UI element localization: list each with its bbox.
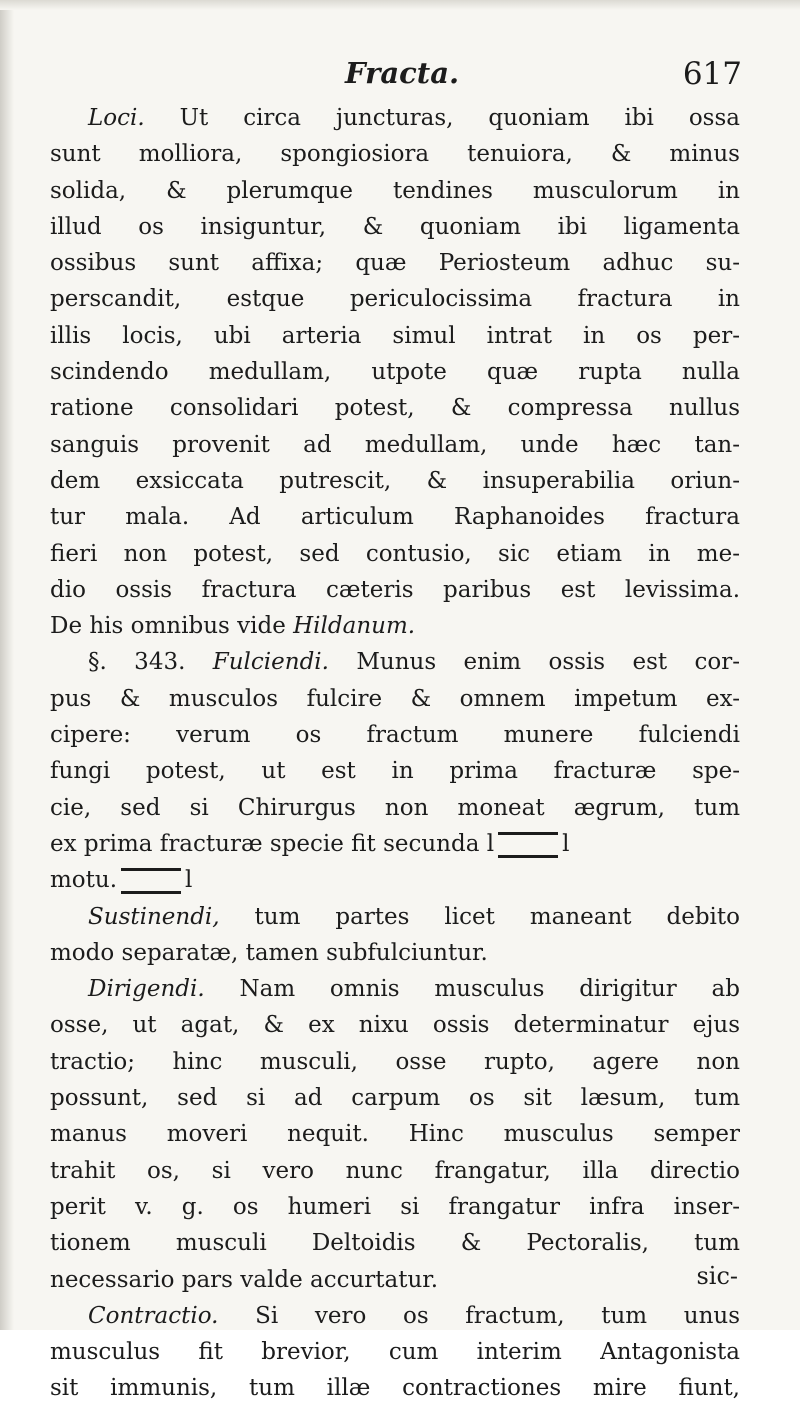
page-number: 617: [682, 56, 742, 92]
catchword: sic-: [696, 1262, 738, 1290]
text-line-33: [50, 1262, 740, 1298]
text-line-22: [50, 862, 740, 898]
line-text: sanguis provenit ad medullam, unde hæc tan-: [50, 431, 740, 458]
page-edge-shadow-left: [0, 0, 14, 1330]
text-line-5: [50, 245, 740, 281]
line-text: Munus enim ossis est cor-: [328, 649, 740, 676]
text-line-3: [50, 173, 740, 209]
text-line-16: [50, 644, 740, 680]
author-reference: Hildanum.: [293, 613, 416, 640]
line-text: perit v. g. os humeri si frangatur infra inser-: [50, 1193, 740, 1220]
line-text: manus moveri nequit. Hinc musculus semper: [50, 1121, 740, 1148]
line-text: possunt, sed si ad carpum os sit læsum, tum: [50, 1085, 740, 1112]
line-text: De his omnibus vide: [50, 613, 294, 640]
text-line-14: [50, 572, 740, 608]
body-text: [50, 100, 740, 1407]
line-text: cie, sed si Chirurgus non moneat ægrum, tum: [50, 794, 740, 821]
text-line-26: [50, 1007, 740, 1043]
page-header: [0, 56, 800, 100]
text-line-31: [50, 1189, 740, 1225]
line-text: sunt molliora, spongiosiora tenuiora, & minus: [50, 141, 740, 168]
text-line-29: [50, 1116, 740, 1152]
line-text: pus & musculos fulcire & omnem impetum ex-: [50, 685, 740, 712]
text-line-27: [50, 1044, 740, 1080]
line-text: ex prima fracturæ specie fit secunda l: [50, 830, 495, 857]
line-text: trahit os, si vero nunc frangatur, illa directio: [50, 1157, 740, 1184]
line-text: dio ossis fractura cæteris paribus est levissima.: [50, 576, 740, 603]
bracket-figure: [121, 868, 181, 894]
running-head: Fracta.: [345, 56, 460, 90]
text-line-2: [50, 136, 740, 172]
text-line-28: [50, 1080, 740, 1116]
line-text: necessario pars valde accurtatur.: [50, 1266, 439, 1293]
line-text: Ut circa juncturas, quoniam ibi ossa: [144, 105, 740, 131]
section-heading-loci: Loci.: [88, 105, 145, 131]
text-line-11: [50, 463, 740, 499]
line-text: l: [185, 867, 193, 894]
line-text: dem exsiccata putrescit, & insuperabilia oriun-: [50, 467, 740, 494]
line-text: illis locis, ubi arteria simul intrat in os per-: [50, 322, 740, 349]
text-line-10: [50, 427, 740, 463]
text-line-34: [50, 1298, 740, 1334]
text-line-20: [50, 790, 740, 826]
text-line-9: [50, 390, 740, 426]
text-line-18: [50, 717, 740, 753]
line-text: tractio; hinc musculi, osse rupto, agere non: [50, 1048, 740, 1075]
line-text: scindendo medullam, utpote quæ rupta nulla: [50, 359, 740, 386]
text-line-23: [50, 899, 740, 935]
line-text: cipere: verum os fractum munere fulciendi: [50, 722, 740, 749]
line-text: Nam omnis musculus dirigitur ab: [204, 976, 740, 1003]
section-heading-sustinendi: Sustinendi,: [88, 903, 220, 930]
text-line-4: [50, 209, 740, 245]
text-line-25: [50, 971, 740, 1007]
line-text: musculus fit brevior, cum interim Antagonista: [50, 1339, 740, 1366]
line-text: tur mala. Ad articulum Raphanoides fractura: [50, 504, 740, 531]
text-line-24: [50, 935, 740, 971]
text-line-6: [50, 281, 740, 317]
line-text: tionem musculi Deltoidis & Pectoralis, tum: [50, 1230, 740, 1257]
line-text: l: [562, 830, 570, 857]
line-text: ratione consolidari potest, & compressa nullus: [50, 395, 740, 422]
text-line-36: [50, 1370, 740, 1406]
text-line-7: [50, 318, 740, 354]
line-text: solida, & plerumque tendines musculorum in: [50, 177, 740, 204]
text-line-17: [50, 681, 740, 717]
section-heading-contractio: Contractio.: [88, 1302, 219, 1329]
text-line-35: [50, 1334, 740, 1370]
line-text: fieri non potest, sed contusio, sic etiam in me-: [50, 540, 740, 567]
text-line-21: [50, 826, 740, 862]
text-line-13: [50, 536, 740, 572]
line-text: sit immunis, tum illæ contractiones mire fiunt,: [50, 1375, 740, 1402]
line-text: tum partes licet maneant debito: [219, 903, 740, 930]
line-text: Si vero os fractum, tum unus: [218, 1302, 740, 1329]
text-line-15: [50, 608, 740, 644]
bracket-figure: [498, 832, 558, 858]
line-text: motu.: [50, 867, 118, 894]
text-line-32: [50, 1225, 740, 1261]
text-line-8: [50, 354, 740, 390]
text-line-1: [50, 100, 740, 136]
section-heading-fulciendi: Fulciendi.: [212, 649, 329, 676]
line-text: modo separatæ, tamen subfulciuntur.: [50, 939, 488, 966]
section-number: §. 343.: [88, 649, 213, 676]
text-line-12: [50, 499, 740, 535]
line-text: fungi potest, ut est in prima fracturæ spe-: [50, 758, 740, 785]
line-text: ossibus sunt affixa; quæ Periosteum adhuc su-: [50, 250, 740, 277]
text-line-30: [50, 1153, 740, 1189]
line-text: perscandit, estque periculocissima fractura in: [50, 286, 740, 313]
line-text: illud os insiguntur, & quoniam ibi ligamenta: [50, 213, 740, 240]
text-line-19: [50, 753, 740, 789]
section-heading-dirigendi: Dirigendi.: [88, 976, 205, 1003]
page-edge-shadow-top: [0, 0, 800, 10]
line-text: osse, ut agat, & ex nixu ossis determinatur ejus: [50, 1012, 740, 1039]
